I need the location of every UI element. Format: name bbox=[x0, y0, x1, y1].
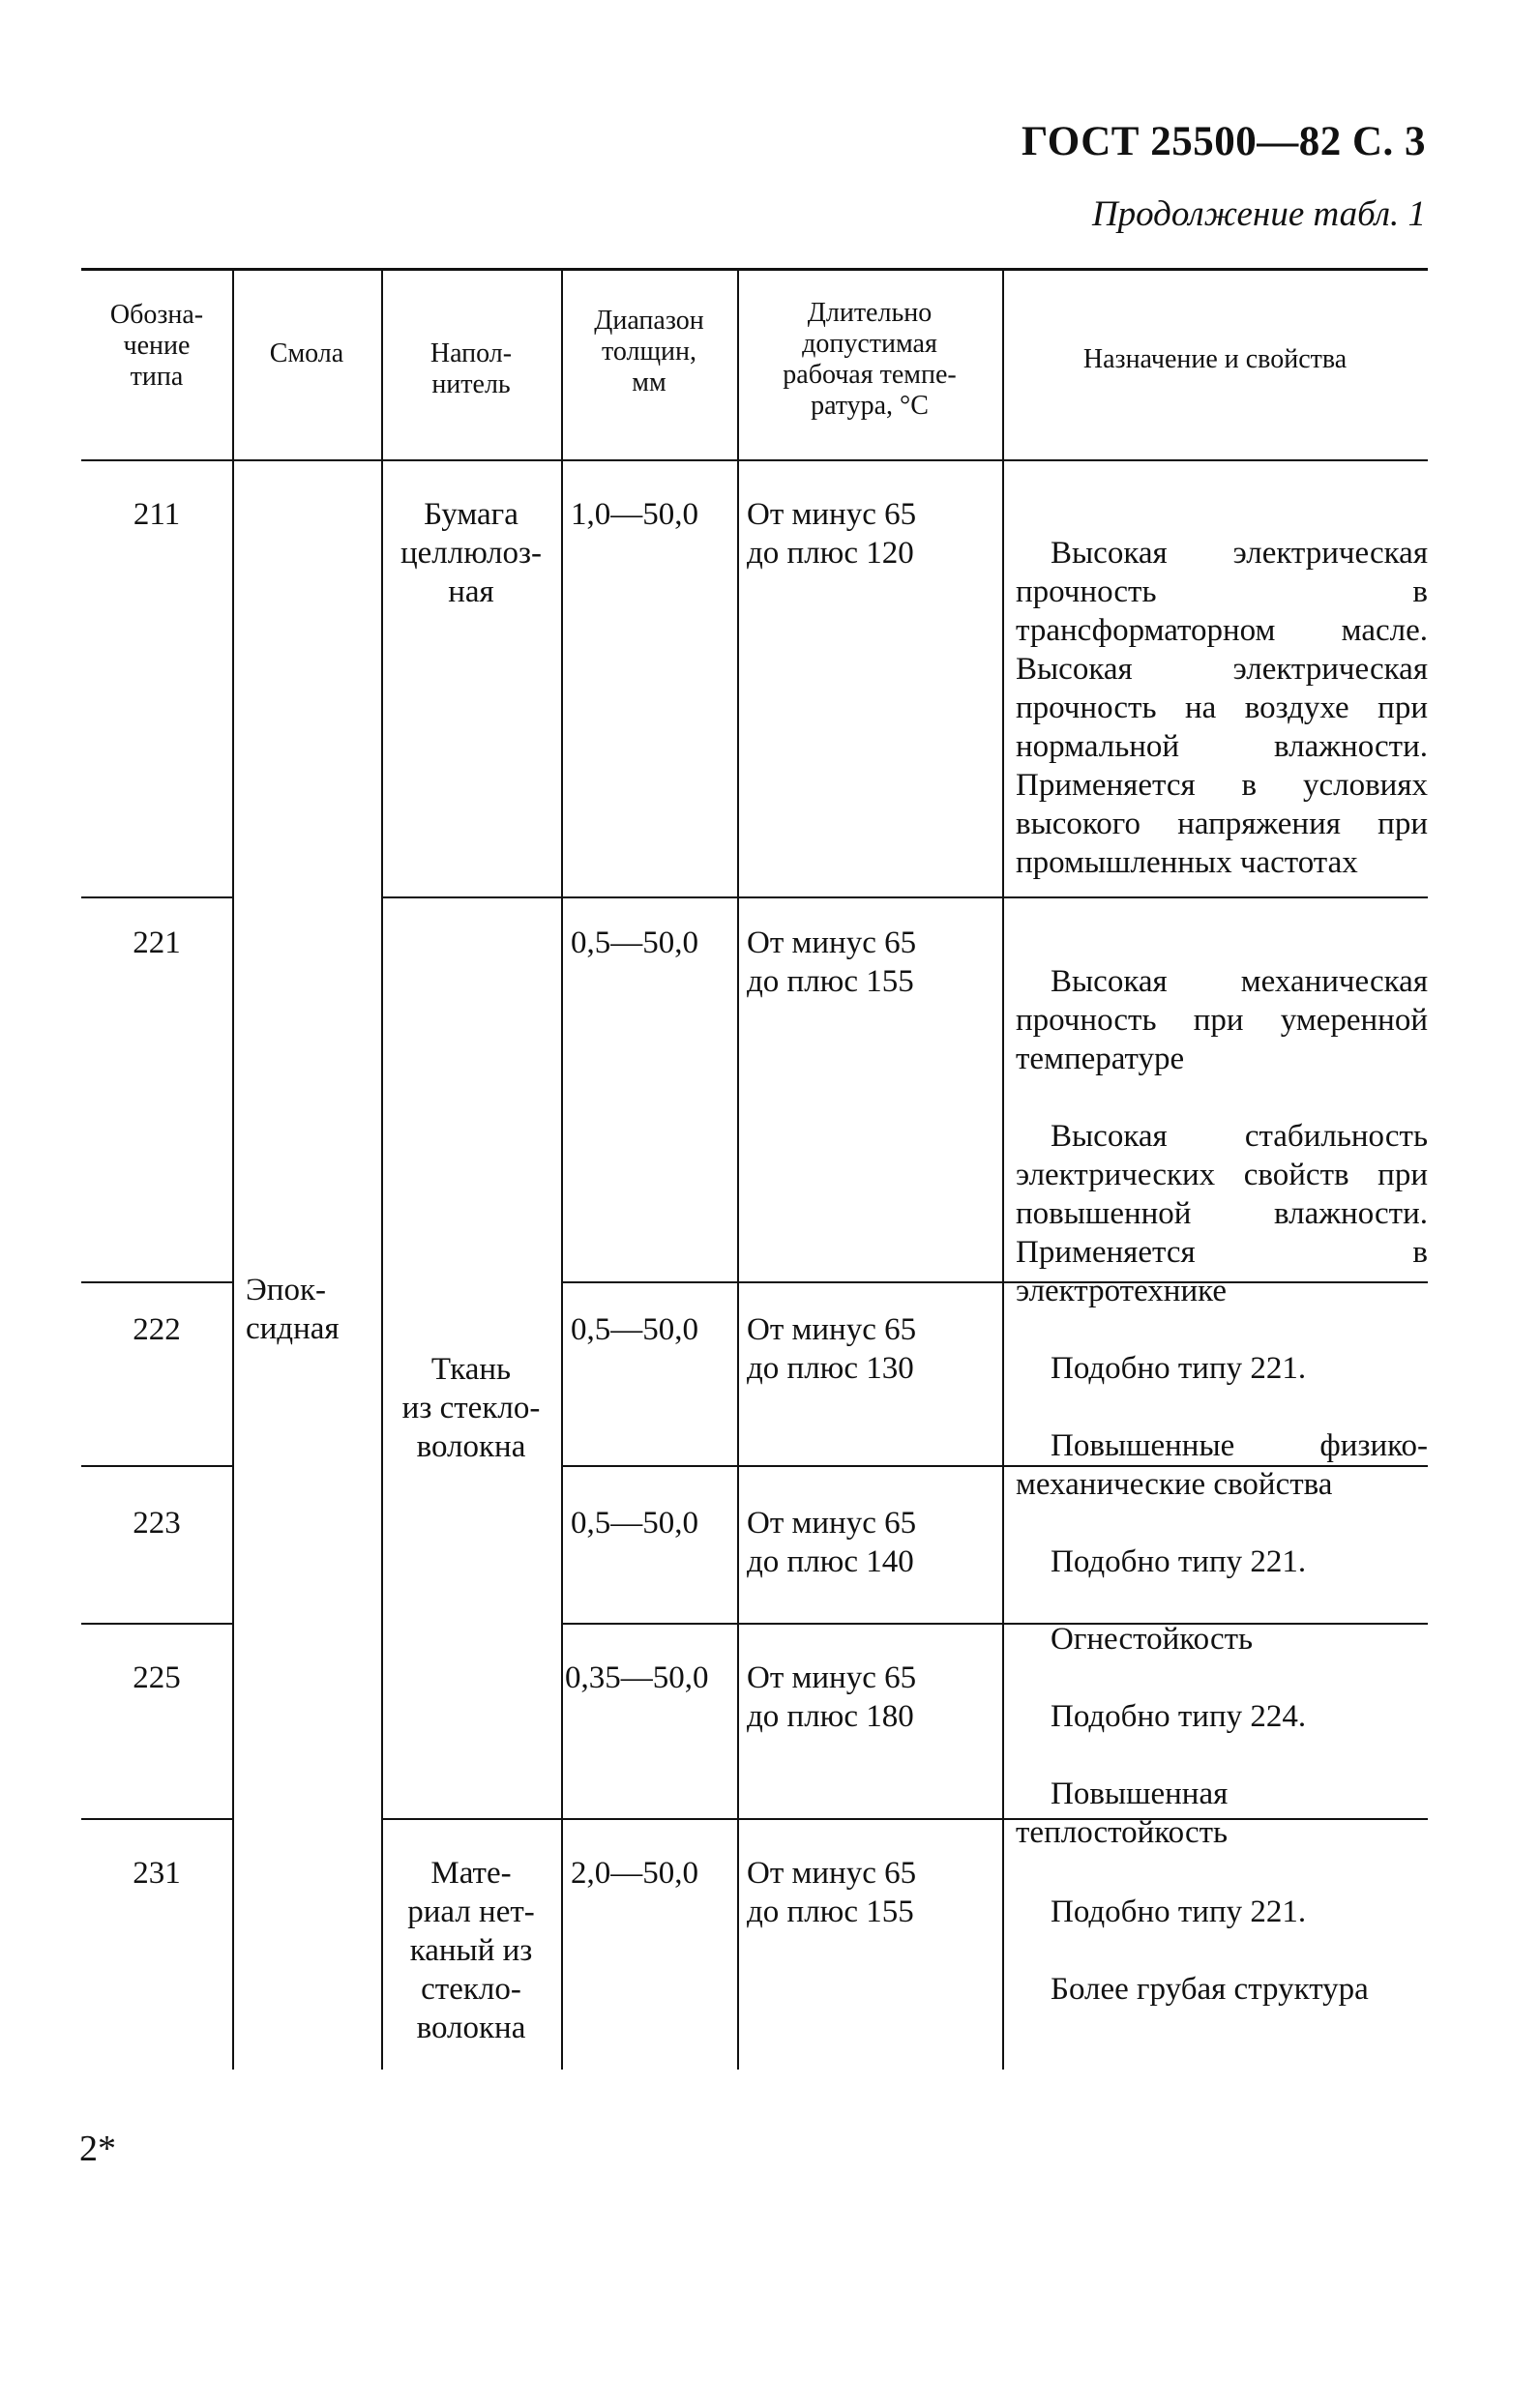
thickness-cell: 0,5—50,0 bbox=[571, 1312, 698, 1347]
filler-paper-cell: Бумага целлюлоз- ная bbox=[400, 497, 543, 609]
properties-text: Высокая механическая прочность при умеренной температуре bbox=[1016, 964, 1428, 1076]
temperature-cell: От минус 65 до плюс 140 bbox=[747, 1506, 917, 1579]
properties-text: Огнестойкость bbox=[1051, 1622, 1254, 1657]
type-cell: 231 bbox=[133, 1856, 181, 1891]
row-divider bbox=[81, 1623, 232, 1625]
type-cell: 221 bbox=[133, 925, 181, 960]
column-header-temperature: Длительно допустимая рабочая темпе- ратура, °С bbox=[783, 298, 957, 421]
type-cell: 211 bbox=[133, 497, 181, 532]
document-title: ГОСТ 25500—82 С. 3 bbox=[1021, 119, 1426, 164]
row-divider bbox=[81, 1281, 232, 1283]
filler-glass-fabric-cell: Ткань из стекло- волокна bbox=[401, 1352, 541, 1464]
column-header-properties: Назначение и свойства bbox=[1082, 344, 1348, 374]
temperature-cell: От минус 65 до плюс 180 bbox=[747, 1660, 917, 1734]
thickness-cell: 1,0—50,0 bbox=[571, 497, 698, 532]
properties-text: Подобно типу 224. bbox=[1051, 1699, 1307, 1734]
thickness-cell: 0,5—50,0 bbox=[571, 1506, 698, 1541]
column-header-thickness: Диапазон толщин, мм bbox=[594, 306, 704, 397]
temperature-cell: От минус 65 до плюс 155 bbox=[747, 1856, 917, 1929]
temperature-cell: От минус 65 до плюс 155 bbox=[747, 925, 917, 999]
row-divider bbox=[81, 896, 232, 898]
properties-text: Высокая электрическая прочность в трансформаторном масле. Высокая электрическая прочность на воздухе при нормальной влажности. Применяется в условиях высокого напряжения при промышленных частотах bbox=[1016, 536, 1428, 880]
properties-text: Подобно типу 221. bbox=[1051, 1894, 1307, 1929]
thickness-cell: 2,0—50,0 bbox=[571, 1856, 698, 1891]
temperature-cell: От минус 65 до плюс 130 bbox=[747, 1312, 917, 1386]
column-header-resin: Смола bbox=[269, 338, 344, 368]
type-cell: 225 bbox=[133, 1660, 181, 1695]
column-rule bbox=[561, 269, 563, 2070]
column-header-filler: Напол- нитель bbox=[429, 338, 513, 399]
table-continuation-label: Продолжение табл. 1 bbox=[1091, 194, 1426, 234]
column-rule bbox=[232, 269, 234, 2070]
properties-text: Повышенная теплостойкость bbox=[1016, 1777, 1229, 1850]
properties-cell bbox=[1016, 924, 1428, 1349]
filler-nonwoven-cell: Мате- риал нет- каный из стекло- волокна bbox=[407, 1856, 535, 2045]
thickness-cell: 0,35—50,0 bbox=[565, 1660, 709, 1695]
page-signature-mark: 2* bbox=[79, 2129, 116, 2169]
properties-text: Более грубая структура bbox=[1051, 1972, 1369, 2007]
properties-text: Подобно типу 221. bbox=[1051, 1351, 1307, 1386]
properties-cell bbox=[1016, 1854, 1428, 2047]
properties-text: Повышенные физико-механические свойства bbox=[1016, 1428, 1428, 1502]
row-divider bbox=[81, 1465, 232, 1467]
temperature-cell: От минус 65 до плюс 120 bbox=[747, 497, 917, 571]
header-bottom-rule bbox=[81, 459, 1428, 461]
properties-cell bbox=[1016, 495, 1428, 921]
column-rule bbox=[1002, 269, 1004, 2070]
properties-text: Высокая стабильность электрических свойств при повышенной влажности. Применяется в электротехнике bbox=[1016, 1119, 1428, 1308]
thickness-cell: 0,5—50,0 bbox=[571, 925, 698, 960]
type-cell: 223 bbox=[133, 1506, 181, 1541]
table-top-rule bbox=[81, 268, 1428, 271]
column-header-type: Обозна- чение типа bbox=[109, 300, 204, 392]
row-divider bbox=[81, 1818, 232, 1820]
column-rule bbox=[737, 269, 739, 2070]
type-cell: 222 bbox=[133, 1312, 181, 1347]
resin-cell: Эпок- сидная bbox=[246, 1273, 340, 1346]
properties-text: Подобно типу 221. bbox=[1051, 1544, 1307, 1579]
